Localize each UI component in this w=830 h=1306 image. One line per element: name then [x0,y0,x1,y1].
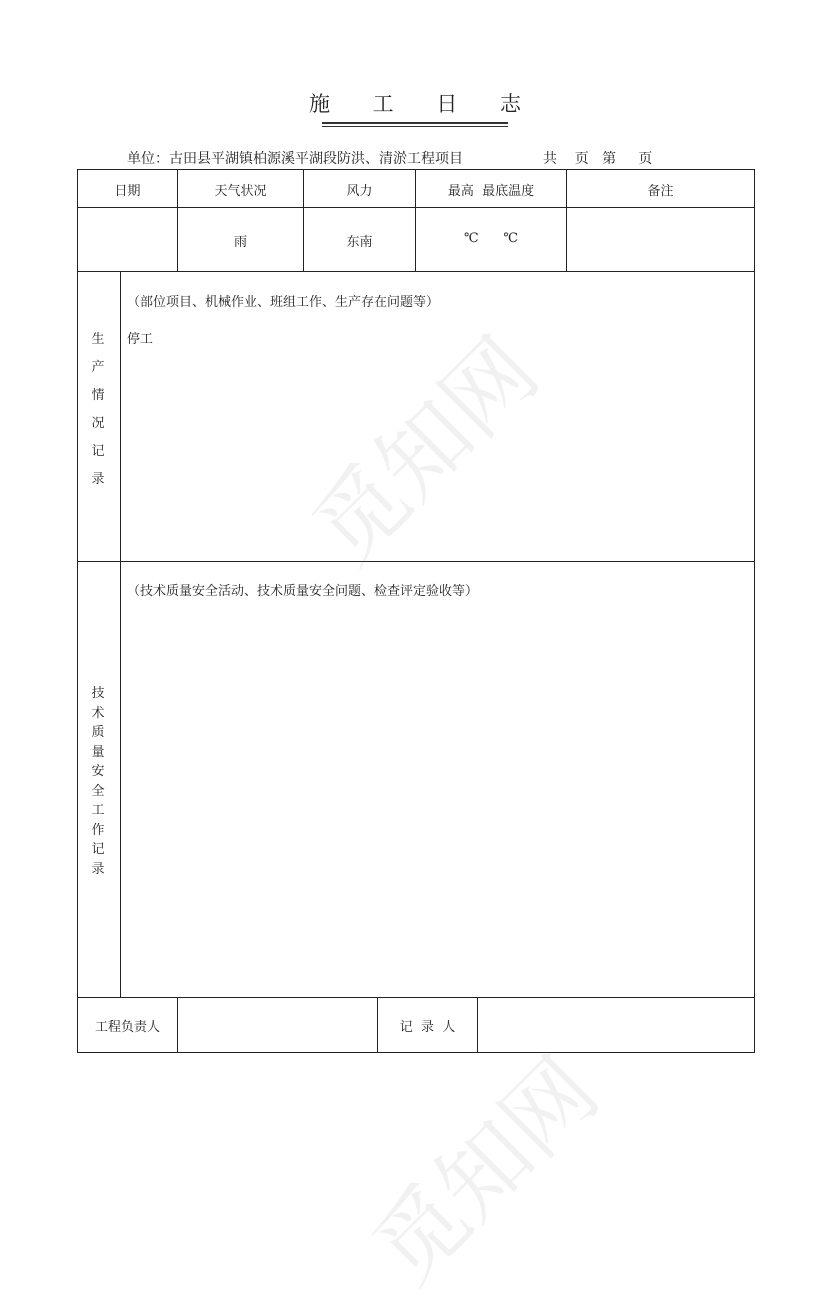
page-title: 施 工 日 志 [308,92,540,116]
header-temperature: 最高 最底温度 [447,184,535,199]
header-date: 日期 [114,184,141,199]
quality-hint: （技术质量安全活动、技术质量安全问题、检查评定验收等） [127,584,479,599]
production-hint: （部位项目、机械作业、班组工作、生产存在问题等） [127,295,440,310]
header-weather: 天气状况 [214,184,267,199]
quality-label-char: 全 [91,783,105,799]
quality-label-char: 安 [91,764,105,779]
page-info: 共 页 第 页 [543,151,653,167]
production-label [88,326,108,494]
value-wind[interactable]: 东南 [346,235,373,250]
value-weather[interactable]: 雨 [233,235,247,250]
production-label-char: 录 [91,472,105,487]
quality-label-char: 记 [91,842,105,857]
quality-label-char: 技 [91,686,105,701]
recorder-label: 记 录 人 [399,1020,456,1035]
unit-line: 单位：古田县平湖镇柏源溪平湖段防洪、清淤工程项目 [127,151,463,167]
production-label-char: 情 [91,388,105,403]
header-wind: 风力 [346,184,373,199]
watermark-logo: 觅知网 [293,318,559,584]
production-label-char: 记 [91,444,105,459]
engineer-label: 工程负责人 [94,1020,160,1035]
quality-label-char: 工 [91,803,105,818]
production-label-char: 产 [91,360,105,375]
quality-label-char: 术 [91,705,105,721]
production-label-char: 况 [91,416,105,431]
production-content[interactable]: 停工 [127,332,154,347]
quality-label-char: 量 [91,744,105,760]
quality-label-char: 作 [91,822,105,838]
production-label-char: 生 [91,332,105,347]
quality-label [88,684,108,879]
header-remarks: 备注 [647,184,674,199]
quality-label-char: 质 [91,725,105,740]
watermark-logo-bottom: 觅知网 [353,1038,619,1304]
quality-label-char: 录 [91,861,105,877]
value-temperature[interactable]: ℃ ℃ [464,231,518,246]
